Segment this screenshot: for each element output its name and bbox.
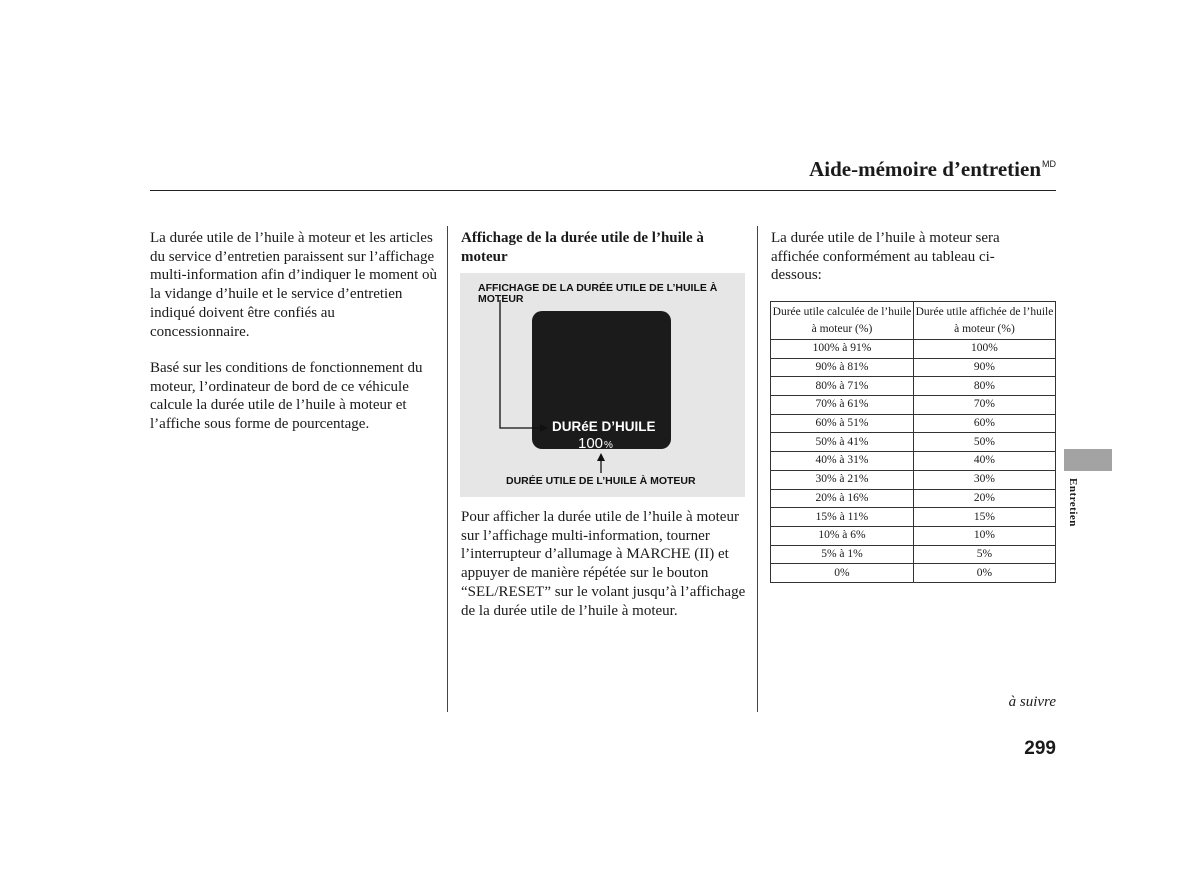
table-cell: 30% à 21% bbox=[771, 470, 914, 489]
table-cell: 70% bbox=[913, 396, 1055, 415]
display-value-unit: % bbox=[604, 440, 613, 451]
table-row bbox=[771, 433, 1056, 452]
table-row bbox=[771, 545, 1056, 564]
table-row bbox=[771, 489, 1056, 508]
table-cell: 0% bbox=[913, 564, 1055, 583]
table-header-displayed: Durée utile affichée de l’huile à moteur (%) bbox=[913, 302, 1055, 340]
title-rule bbox=[150, 190, 1056, 191]
oil-life-figure bbox=[460, 273, 745, 497]
page-title-text: Aide-mémoire d’entretien bbox=[809, 157, 1041, 181]
table-row bbox=[771, 452, 1056, 471]
display-oil-life-text: DURéE D’HUILE bbox=[552, 419, 656, 434]
section-heading: Affichage de la durée utile de l’huile à moteur bbox=[461, 230, 704, 265]
table-cell: 90% bbox=[913, 358, 1055, 377]
table-cell: 0% bbox=[771, 564, 914, 583]
table-row bbox=[771, 396, 1056, 415]
callout-lines bbox=[460, 273, 745, 497]
computer-paragraph: Basé sur les conditions de fonctionnement du moteur, l’ordinateur de bord de ce véhicule calcule la durée utile de l’huile à moteur et l’affiche sous forme de pourcentage. bbox=[150, 360, 423, 433]
table-cell: 80% à 71% bbox=[771, 377, 914, 396]
table-cell: 30% bbox=[913, 470, 1055, 489]
table-cell: 10% bbox=[913, 526, 1055, 545]
table-row bbox=[771, 377, 1056, 396]
table-cell: 60% bbox=[913, 414, 1055, 433]
table-row bbox=[771, 526, 1056, 545]
table-row bbox=[771, 358, 1056, 377]
table-row bbox=[771, 564, 1056, 583]
table-cell: 40% bbox=[913, 452, 1055, 471]
table-cell: 100% à 91% bbox=[771, 340, 914, 359]
table-cell: 50% bbox=[913, 433, 1055, 452]
page-number: 299 bbox=[1024, 738, 1056, 759]
table-row bbox=[771, 340, 1056, 359]
callout-arrow-right-icon bbox=[540, 424, 548, 432]
column-divider-2 bbox=[757, 226, 758, 712]
display-value-number: 100 bbox=[578, 435, 604, 452]
table-cell: 5% à 1% bbox=[771, 545, 914, 564]
section-label: Entretien bbox=[1067, 478, 1079, 527]
table-cell: 20% à 16% bbox=[771, 489, 914, 508]
table-row bbox=[771, 508, 1056, 527]
oil-life-table bbox=[770, 301, 1056, 583]
callout-arrow-up-icon bbox=[597, 453, 605, 461]
table-header-row bbox=[771, 302, 1056, 340]
section-tab bbox=[1064, 449, 1112, 471]
callout-line-top bbox=[500, 300, 540, 428]
column-divider-1 bbox=[447, 226, 448, 712]
page-title bbox=[809, 157, 1056, 182]
figure-top-label: AFFICHAGE DE LA DURÉE UTILE DE L’HUILE À MOTEUR bbox=[478, 282, 718, 305]
table-cell: 70% à 61% bbox=[771, 396, 914, 415]
figure-bottom-label: DURÉE UTILE DE L’HUILE À MOTEUR bbox=[506, 475, 696, 487]
table-cell: 20% bbox=[913, 489, 1055, 508]
table-cell: 40% à 31% bbox=[771, 452, 914, 471]
table-cell: 80% bbox=[913, 377, 1055, 396]
table-row bbox=[771, 470, 1056, 489]
table-cell: 100% bbox=[913, 340, 1055, 359]
table-intro-paragraph: La durée utile de l’huile à moteur sera affichée conformément au tableau ci-dessous: bbox=[771, 230, 1000, 284]
table-cell: 15% à 11% bbox=[771, 508, 914, 527]
table-cell: 5% bbox=[913, 545, 1055, 564]
table-cell: 90% à 81% bbox=[771, 358, 914, 377]
table-header-calculated: Durée utile calculée de l’huile à moteur (%) bbox=[771, 302, 914, 340]
table-cell: 50% à 41% bbox=[771, 433, 914, 452]
instructions-paragraph: Pour afficher la durée utile de l’huile à moteur sur l’affichage multi-information, tourner l’interrupteur d’allumage à MARCHE (II) et appuyer de manière répétée sur le bouton “SEL/RESET” sur le volant jusqu’à l’affichage de la durée utile de l’huile à moteur. bbox=[461, 509, 746, 619]
intro-paragraph: La durée utile de l’huile à moteur et les articles du service d’entretien paraissent sur l’affichage multi-information afin d’indiquer le moment où la vidange d’huile et le service d’entretien indiqué doivent être confiés au concessionnaire. bbox=[150, 230, 438, 340]
table-cell: 60% à 51% bbox=[771, 414, 914, 433]
continued-note: à suivre bbox=[1008, 694, 1056, 710]
table-cell: 10% à 6% bbox=[771, 526, 914, 545]
table-row bbox=[771, 414, 1056, 433]
trademark-superscript: MD bbox=[1042, 159, 1056, 169]
table-cell: 15% bbox=[913, 508, 1055, 527]
